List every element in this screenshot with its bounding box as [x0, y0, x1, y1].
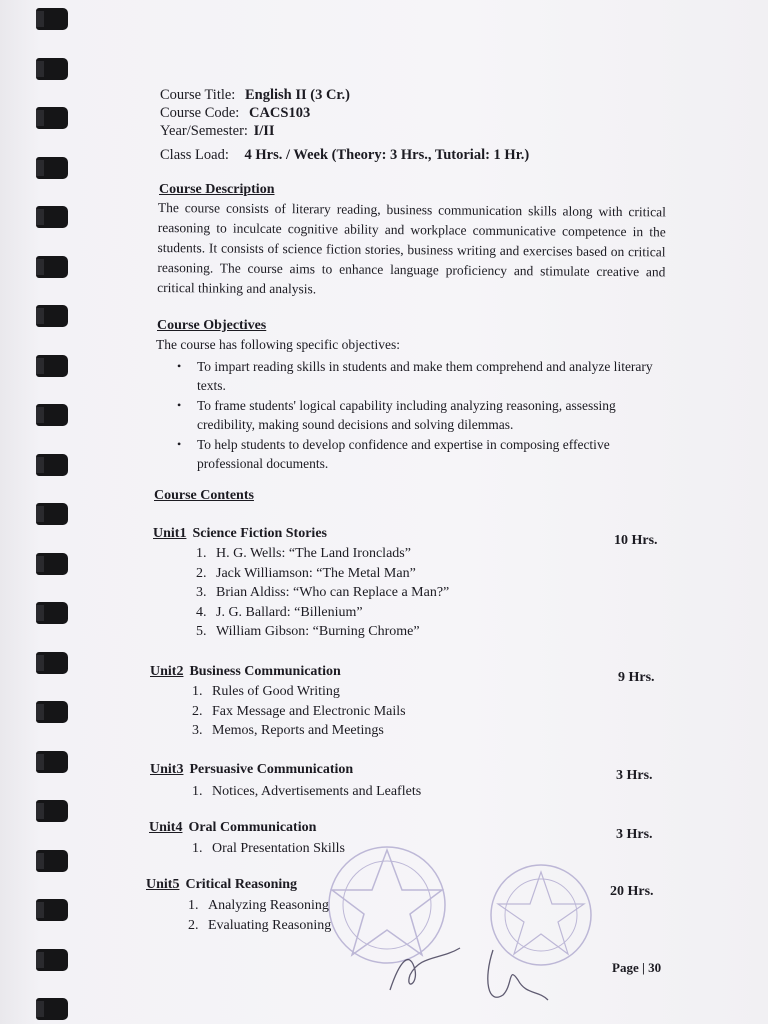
- topic-number: 1.: [192, 841, 203, 856]
- objective-text: To frame students' logical capability including analyzing reasoning, assessing credibility, making sound decisions and solving dilemmas.: [197, 398, 616, 432]
- signature-right: [478, 940, 558, 1010]
- topic-number: 1.: [188, 898, 199, 913]
- year-semester-label: Year/Semester:: [160, 123, 248, 139]
- topic-text: Rules of Good Writing: [212, 684, 340, 699]
- class-load-line: [160, 146, 529, 164]
- topic-text: Evaluating Reasoning: [208, 917, 332, 933]
- topic-text: Oral Presentation Skills: [212, 841, 345, 856]
- course-description-text: The course consists of literary reading, business communication skills along with critical reasoning to inculcate cognitive ability and workplace communicative competence in the students. It consists of science fiction stories, business writing and exercises based on critical reasoning. The course aims to enhance language proficiency and stimulate creative and critical thinking and analysis.: [157, 199, 666, 297]
- binding-ring: [36, 355, 68, 377]
- unit-title: Science Fiction Stories: [192, 526, 327, 541]
- topic-text: Analyzing Reasoning: [208, 898, 329, 913]
- binding-ring: [36, 998, 68, 1020]
- year-semester-line: [160, 122, 275, 140]
- bullet-icon: •: [177, 437, 182, 451]
- topic-text: Fax Message and Electronic Mails: [212, 703, 406, 719]
- topic-number: 1.: [192, 684, 203, 699]
- binding-ring: [36, 701, 68, 723]
- topic-number: 3.: [196, 585, 207, 600]
- unit-id: Unit5: [146, 877, 180, 892]
- objective-text: To impart reading skills in students and make them comprehend and analyze literary texts.: [197, 359, 653, 393]
- binding-ring: [36, 553, 68, 575]
- binding-ring: [36, 899, 68, 921]
- binding-ring: [36, 652, 68, 674]
- course-code-label: Course Code:: [160, 105, 240, 121]
- objective-item: [175, 435, 665, 473]
- unit-id: Unit3: [150, 762, 184, 777]
- year-semester-value: I/II: [253, 123, 275, 139]
- topic-text: Notices, Advertisements and Leaflets: [212, 784, 422, 799]
- binding-ring: [36, 850, 68, 872]
- unit-id: Unit4: [149, 820, 183, 835]
- binding-ring: [36, 949, 68, 971]
- course-objectives-heading: Course Objectives: [157, 318, 267, 333]
- unit-title: Critical Reasoning: [185, 877, 298, 892]
- course-title-label: Course Title:: [160, 87, 236, 103]
- unit-heading: [150, 664, 341, 680]
- unit-topics-list: [192, 682, 406, 741]
- topic-number: 2.: [192, 703, 203, 719]
- course-description-heading: Course Description: [159, 182, 275, 197]
- signature-left: [380, 940, 470, 1000]
- topic-number: 2.: [188, 917, 199, 933]
- bullet-icon: •: [177, 398, 182, 412]
- unit-title: Persuasive Communication: [189, 762, 354, 777]
- topic-number: 5.: [196, 624, 207, 639]
- binding-ring: [36, 404, 68, 426]
- topic-number: 1.: [196, 546, 207, 561]
- unit-hours: 3 Hrs.: [616, 768, 653, 783]
- binding-ring: [36, 800, 68, 822]
- topic-number: 4.: [196, 604, 207, 620]
- topic-text: Memos, Reports and Meetings: [212, 723, 384, 738]
- topic-item: [192, 682, 406, 702]
- binding-ring: [36, 503, 68, 525]
- topic-item: [196, 544, 449, 564]
- binding-ring: [36, 8, 68, 30]
- topic-item: [196, 564, 449, 584]
- course-code-line: [160, 104, 310, 122]
- class-load-value: 4 Hrs. / Week (Theory: 3 Hrs., Tutorial: 1 Hr.): [244, 147, 530, 163]
- topic-item: [192, 702, 406, 722]
- unit-heading: [149, 820, 316, 836]
- topic-text: Jack Williamson: “The Metal Man”: [216, 565, 416, 581]
- binding-ring: [36, 58, 68, 80]
- topic-item: [192, 721, 406, 741]
- topic-item: [188, 896, 331, 916]
- topic-text: Brian Aldiss: “Who can Replace a Man?”: [216, 585, 450, 600]
- binding-ring: [36, 256, 68, 278]
- class-load-label: Class Load:: [160, 147, 229, 163]
- unit-topics-list: [188, 896, 331, 935]
- course-contents-heading: Course Contents: [154, 488, 254, 503]
- binding-ring: [36, 206, 68, 228]
- unit-id: Unit2: [150, 664, 184, 679]
- unit-topics-list: [196, 544, 449, 642]
- topic-text: William Gibson: “Burning Chrome”: [216, 624, 420, 639]
- topic-item: [192, 782, 421, 802]
- topic-text: H. G. Wells: “The Land Ironclads”: [216, 546, 411, 561]
- unit-heading: [153, 526, 327, 542]
- topic-number: 2.: [196, 565, 207, 581]
- unit-hours: 10 Hrs.: [614, 533, 658, 548]
- objective-text: To help students to develop confidence and expertise in composing effective professional documents.: [197, 437, 610, 471]
- binding-ring: [36, 454, 68, 476]
- objective-item: [175, 357, 665, 395]
- unit-hours: 3 Hrs.: [616, 827, 653, 842]
- topic-text: J. G. Ballard: “Billenium”: [216, 604, 363, 620]
- unit-topics-list: [192, 782, 421, 802]
- binding-ring: [36, 305, 68, 327]
- course-title-line: [160, 86, 350, 104]
- course-title-value: English II (3 Cr.): [244, 87, 350, 103]
- topic-item: [196, 583, 449, 603]
- unit-title: Business Communication: [189, 664, 341, 679]
- binding-ring: [36, 157, 68, 179]
- unit-heading: [150, 762, 353, 778]
- objectives-intro: The course has following specific objectives:: [156, 337, 401, 352]
- bullet-icon: •: [177, 359, 182, 373]
- topic-item: [188, 916, 331, 936]
- course-code-value: CACS103: [248, 105, 311, 121]
- objectives-list: [175, 357, 665, 474]
- page-number: Page | 30: [612, 960, 662, 975]
- unit-hours: 20 Hrs.: [610, 884, 654, 899]
- binding-ring: [36, 602, 68, 624]
- objective-item: [175, 396, 665, 434]
- topic-item: [196, 603, 449, 623]
- unit-title: Oral Communication: [188, 820, 317, 835]
- binding-ring: [36, 751, 68, 773]
- unit-hours: 9 Hrs.: [618, 670, 655, 685]
- topic-number: 1.: [192, 784, 203, 799]
- topic-item: [196, 622, 449, 642]
- binding-ring: [36, 107, 68, 129]
- unit-heading: [146, 877, 297, 893]
- topic-number: 3.: [192, 723, 203, 738]
- spiral-binding: [0, 0, 80, 1024]
- unit-id: Unit1: [153, 526, 187, 541]
